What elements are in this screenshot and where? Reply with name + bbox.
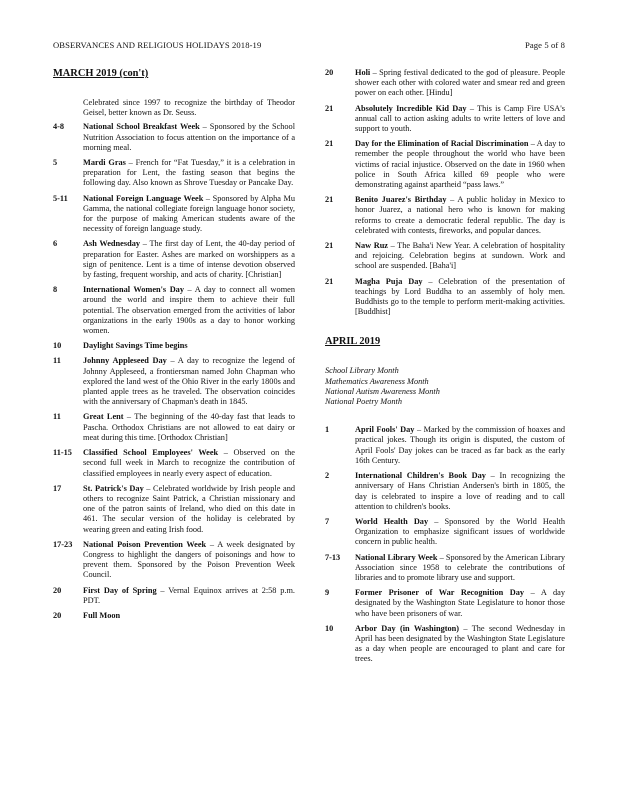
entry-date: 2 <box>325 471 330 481</box>
entry-date: 20 <box>53 585 62 595</box>
entry-title: International Women's Day <box>83 285 184 295</box>
observance-entry <box>325 139 565 190</box>
observance-entry <box>325 277 565 318</box>
entry-text: – In recognizing the anniversary of Hans Christian Andersen's birth in 1805, the day is celebrated to inspire a love of reading and to call attention to children's books. <box>355 471 566 511</box>
entry-title: National Foreign Language Week <box>83 193 204 203</box>
march-entries-right <box>325 68 565 317</box>
entry-description <box>355 553 565 584</box>
entry-text: – The first day of Lent, the 40-day period of preparation for Easter. Ashes are marked on worshippers as a sign of penitence. Lent is a time of intense devotion observed by fasting, frequent worship, and acts of charity. [Christian] <box>83 239 295 280</box>
entry-description <box>83 356 295 407</box>
entry-title: Holi <box>355 68 371 77</box>
entry-description <box>83 341 295 351</box>
entry-text: – Marked by the commission of hoaxes and practical jokes. Though its origin is disputed, the custom of April Fools' Day jokes can be traced as far back as the early 16th Century. <box>355 425 565 465</box>
entry-title: April Fools' Day <box>355 425 415 435</box>
observance-entry <box>53 412 295 443</box>
observance-entry <box>53 194 295 235</box>
entry-description <box>355 471 565 512</box>
entry-text: – A public holiday in Mexico to honor Juarez, a national hero who is known for making reforms to create a democratic federal republic. The day is celebrated with contests, fireworks, and popular dances. <box>355 195 565 235</box>
entry-title: Magha Puja Day <box>355 276 423 286</box>
entry-description <box>355 139 565 190</box>
entry-title: National Poison Prevention Week <box>83 539 207 549</box>
document-title: OBSERVANCES AND RELIGIOUS HOLIDAYS 2018-19 <box>53 40 262 50</box>
month-observance: Mathematics Awareness Month <box>325 376 429 386</box>
entry-text: – Spring festival dedicated to the god of pleasure. People shower each other with colored water and smear red and green power on each other. [Hindu] <box>355 68 565 98</box>
entry-text: – Celebration of the presentation of teachings by Lord Buddha to an assembly of holy men. Buddhists go to the temple to perform merit-making activities. [Buddhist] <box>355 276 566 317</box>
entry-description <box>355 517 565 548</box>
entry-title: Day for the Elimination of Racial Discrimination <box>355 139 529 149</box>
right-column <box>325 68 565 670</box>
entry-text: – Sponsored by the School Nutrition Association to focus attention on the importance of a morning meal. <box>83 122 295 152</box>
entry-title: Classified School Employees' Week <box>83 448 219 458</box>
entry-title: International Children's Book Day <box>355 471 486 481</box>
month-observance: National Poetry Month <box>325 397 402 407</box>
entry-text: – A day to recognize the legend of Johnny Appleseed, a frontiersman named John Chapman who explored the land west of the Ohio River in the early 1800s and planted apple trees as he traveled. The observation coincides with the anniversary of Chapman's death in 1845. <box>83 356 295 407</box>
entry-title: Former Prisoner of War Recognition Day <box>355 588 525 598</box>
entry-date: 11 <box>53 412 61 422</box>
observance-entry <box>325 195 565 236</box>
entry-date: 21 <box>325 195 334 205</box>
april-month-observances <box>325 366 565 407</box>
observance-entry <box>325 624 565 665</box>
entry-description <box>83 158 295 189</box>
entry-description <box>355 195 565 236</box>
observance-entry <box>53 239 295 280</box>
entry-date: 21 <box>325 139 334 149</box>
entry-title: First Day of Spring <box>83 585 157 595</box>
april-entries <box>325 425 565 664</box>
entry-date: 20 <box>325 68 334 77</box>
observance-entry <box>325 68 565 99</box>
observance-entry <box>325 425 565 466</box>
entry-description <box>355 104 565 135</box>
entry-title: World Health Day <box>355 516 429 526</box>
entry-date: 7 <box>325 516 330 526</box>
entry-description <box>355 241 565 272</box>
entry-title: Full Moon <box>83 610 121 620</box>
entry-text: – Celebrated worldwide by Irish people and others to recognize Saint Patrick, a Christian missionary and one of the patron saints of Ireland, who died on this date in 461. The secular version of the holiday is celebrated by wearing green and eating Irish food. <box>83 483 296 534</box>
entry-description <box>83 611 295 621</box>
entry-title: Absolutely Incredible Kid Day <box>355 103 467 113</box>
month-observance: School Library Month <box>325 366 399 376</box>
entry-description <box>355 425 565 466</box>
entry-date: 4-8 <box>53 122 65 132</box>
entry-description <box>355 624 565 665</box>
entry-description <box>83 484 295 535</box>
march-entries-left <box>53 122 295 621</box>
entry-description <box>83 239 295 280</box>
month-observance: National Autism Awareness Month <box>325 386 440 396</box>
observance-entry <box>53 484 295 535</box>
left-column <box>53 68 295 626</box>
entry-title: Ash Wednesday <box>83 239 140 249</box>
page-header <box>53 40 565 54</box>
page-number: Page 5 of 8 <box>524 40 565 50</box>
entry-description <box>83 412 295 443</box>
continued-text: Celebrated since 1997 to recognize the birthday of Theodor Geisel, better known as Dr. Seuss. <box>83 98 295 118</box>
entry-date: 11 <box>53 356 61 366</box>
entry-description <box>83 194 295 235</box>
observance-entry <box>53 586 295 606</box>
observance-entry <box>53 611 295 621</box>
observance-entry <box>53 448 295 479</box>
observance-entry <box>53 540 295 581</box>
entry-text: – French for “Fat Tuesday,” it is a celebration in preparation for Lent, the fasting season that begins the following day. Also known as Shrove Tuesday or Pancake Day. <box>83 158 295 188</box>
entry-text: – Sponsored by the American Library Association since 1958 to celebrate the contributions of libraries and to promote library use and support. <box>355 552 565 582</box>
entry-date: 20 <box>53 610 62 620</box>
entry-text: – The second Wednesday in April has been designated by the Washington State Legislature as a day when people are encouraged to plant and care for trees. <box>355 623 566 664</box>
entry-text: – A week designated by Congress to highlight the dangers of poisonings and how to prevent them. Sponsored by the Poison Prevention Week Council. <box>83 539 295 580</box>
entry-date: 6 <box>53 239 58 249</box>
entry-title: Daylight Savings Time begins <box>83 341 188 351</box>
entry-date: 10 <box>325 623 334 633</box>
entry-title: National School Breakfast Week <box>83 122 200 132</box>
entry-date: 9 <box>325 588 330 598</box>
entry-text: – Observed on the second full week in March to recognize the contribution of classified employees in nearly every aspect of education. <box>83 448 295 478</box>
entry-date: 17-23 <box>53 539 73 549</box>
observance-entry <box>53 158 295 189</box>
entry-date: 21 <box>325 103 334 113</box>
entry-description <box>83 122 295 153</box>
entry-description <box>83 448 295 479</box>
april-heading: APRIL 2019 <box>325 336 381 348</box>
entry-text: – A day to connect all women around the world and inspire them to achieve their full potential. The observation emerged from the activities of labor organizations in the early 1900s as a day to honor working women. <box>83 285 295 336</box>
entry-text: – Sponsored by Alpha Mu Gamma, the national collegiate foreign language honor society, for the purpose of making American students aware of the necessity of foreign language study. <box>83 193 295 234</box>
entry-description <box>355 588 565 619</box>
observance-entry <box>325 471 565 512</box>
observance-entry <box>53 341 295 351</box>
entry-description <box>355 68 565 99</box>
entry-description <box>355 277 565 318</box>
observance-entry <box>53 356 295 407</box>
entry-description <box>83 586 295 606</box>
entry-date: 21 <box>325 241 334 251</box>
entry-title: Benito Juarez's Birthday <box>355 195 447 205</box>
entry-text: – The Baha'i New Year. A celebration of hospitality and rejoicing. Celebration begins at sundown. Work and school are suspended. [Baha'i] <box>355 241 565 271</box>
observance-entry <box>325 517 565 548</box>
entry-text: – A day designated by the Washington State Legislature to honor those who have been prisoners of war. <box>355 588 565 618</box>
entry-date: 11-15 <box>53 448 72 458</box>
entry-title: National Library Week <box>355 552 438 562</box>
entry-title: Johnny Appleseed Day <box>83 356 167 366</box>
observance-entry <box>325 588 565 619</box>
entry-description <box>83 540 295 581</box>
entry-text: – Sponsored by the World Health Organization to emphasize significant issues of worldwide concern in public health. <box>355 516 565 547</box>
entry-date: 21 <box>325 276 334 286</box>
observance-entry <box>53 285 295 336</box>
entry-title: Arbor Day (in Washington) <box>355 623 460 633</box>
entry-date: 5-11 <box>53 193 68 203</box>
observance-entry <box>325 241 565 272</box>
entry-text: – Vernal Equinox arrives at 2:58 p.m. PDT. <box>83 585 295 605</box>
entry-title: Naw Ruz <box>355 241 388 251</box>
entry-text: – The beginning of the 40-day fast that leads to Pascha. Orthodox Christians are not allowed to eat dairy or meat during this time. [Orthodox Christian] <box>83 412 295 442</box>
entry-title: Great Lent <box>83 412 124 422</box>
entry-title: Mardi Gras <box>83 158 126 168</box>
entry-title: St. Patrick's Day <box>83 483 144 493</box>
entry-text: – A day to remember the people throughout the world who have been victims of racial injustice. Observed on the date in 1960 when police in South Africa killed 69 people who were demonstrating against apartheid “pass laws.” <box>355 139 565 190</box>
march-heading: MARCH 2019 (con't) <box>53 68 149 79</box>
entry-date: 8 <box>53 285 58 295</box>
entry-date: 10 <box>53 341 62 351</box>
entry-text: – This is Camp Fire USA's annual call to action asking adults to write letters of love and support to youth. <box>355 103 566 134</box>
entry-description <box>83 285 295 336</box>
observance-entry <box>325 104 565 135</box>
entry-date: 5 <box>53 158 58 168</box>
observance-entry <box>53 122 295 153</box>
entry-date: 7-13 <box>325 552 341 562</box>
entry-date: 1 <box>325 425 330 435</box>
entry-date: 17 <box>53 483 62 493</box>
observance-entry <box>325 553 565 584</box>
